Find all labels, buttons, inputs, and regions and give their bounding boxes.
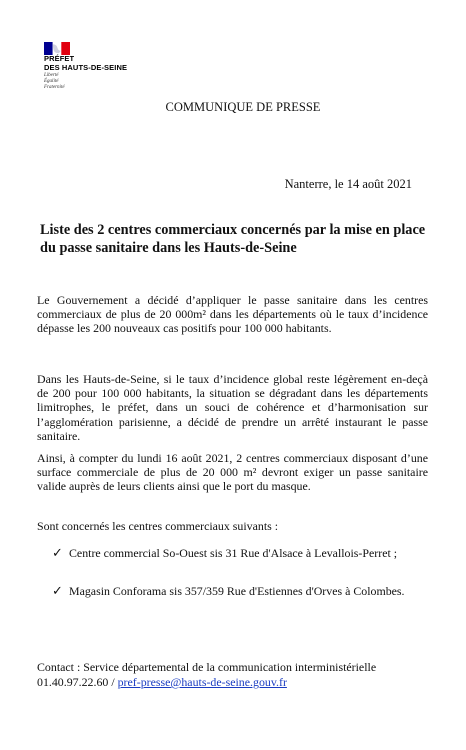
document-heading: COMMUNIQUE DE PRESSE (165, 100, 321, 114)
document-date: Nanterre, le 14 août 2021 (284, 177, 412, 191)
motto-fraternite: Fraternité (44, 84, 65, 90)
checkmark-icon: ✓ (52, 583, 63, 598)
prefet-line-1: PRÉFET (44, 54, 75, 63)
contact-service: Contact : Service départemental de la communication interministérielle (37, 660, 377, 674)
contact-phone: 01.40.97.22.60 / (37, 675, 118, 689)
prefet-title (44, 55, 174, 72)
republic-motto (44, 73, 104, 90)
paragraph-4: Sont concernés les centres commerciaux suivants : (37, 519, 279, 533)
list-item (52, 584, 428, 598)
document-title: Liste des 2 centres commerciaux concernés par la mise en place du passe sanitaire dans les Hauts-de-Seine (40, 222, 426, 256)
list-item (52, 546, 428, 560)
prefet-line-2: DES HAUTS-DE-SEINE (44, 62, 128, 72)
contact-block (37, 660, 428, 690)
paragraph-3: Ainsi, à compter du lundi 16 août 2021, 2 centres commerciaux disposant d’une surface commerciale de plus de 20 000 m² devront exiger un passe sanitaire valide auprès de leurs clients ainsi que le port du masque. (37, 451, 428, 494)
list-item-text: Magasin Conforama sis 357/359 Rue d'Estiennes d'Orves à Colombes. (69, 584, 405, 598)
paragraph-1: Le Gouvernement a décidé d’appliquer le passe sanitaire dans les centres commerciaux de plus de 20 000m² dans les départements où le taux d’incidence dépasse les 200 nouveaux cas positifs pour 100 000 habitants. (37, 293, 428, 336)
list-item-text: Centre commercial So-Ouest sis 31 Rue d'Alsace à Levallois-Perret ; (69, 546, 398, 560)
motto-liberte: Liberté (44, 73, 59, 78)
motto-egalite: Égalité (44, 78, 59, 84)
contact-details (37, 675, 428, 690)
contact-email-link[interactable]: pref-presse@hauts-de-seine.gouv.fr (117, 675, 287, 689)
paragraph-2: Dans les Hauts-de-Seine, si le taux d’incidence global reste légèrement en-deçà de 200 pour 100 000 habitants, la situation se dégradant dans les départements limitrophes, le préfet, dans un souci de cohérence et d’harmonisation sur l’agglomération parisienne, a décidé de prendre un arrêté instaurant le passe sanitaire. (37, 372, 428, 443)
checkmark-icon: ✓ (52, 545, 63, 560)
